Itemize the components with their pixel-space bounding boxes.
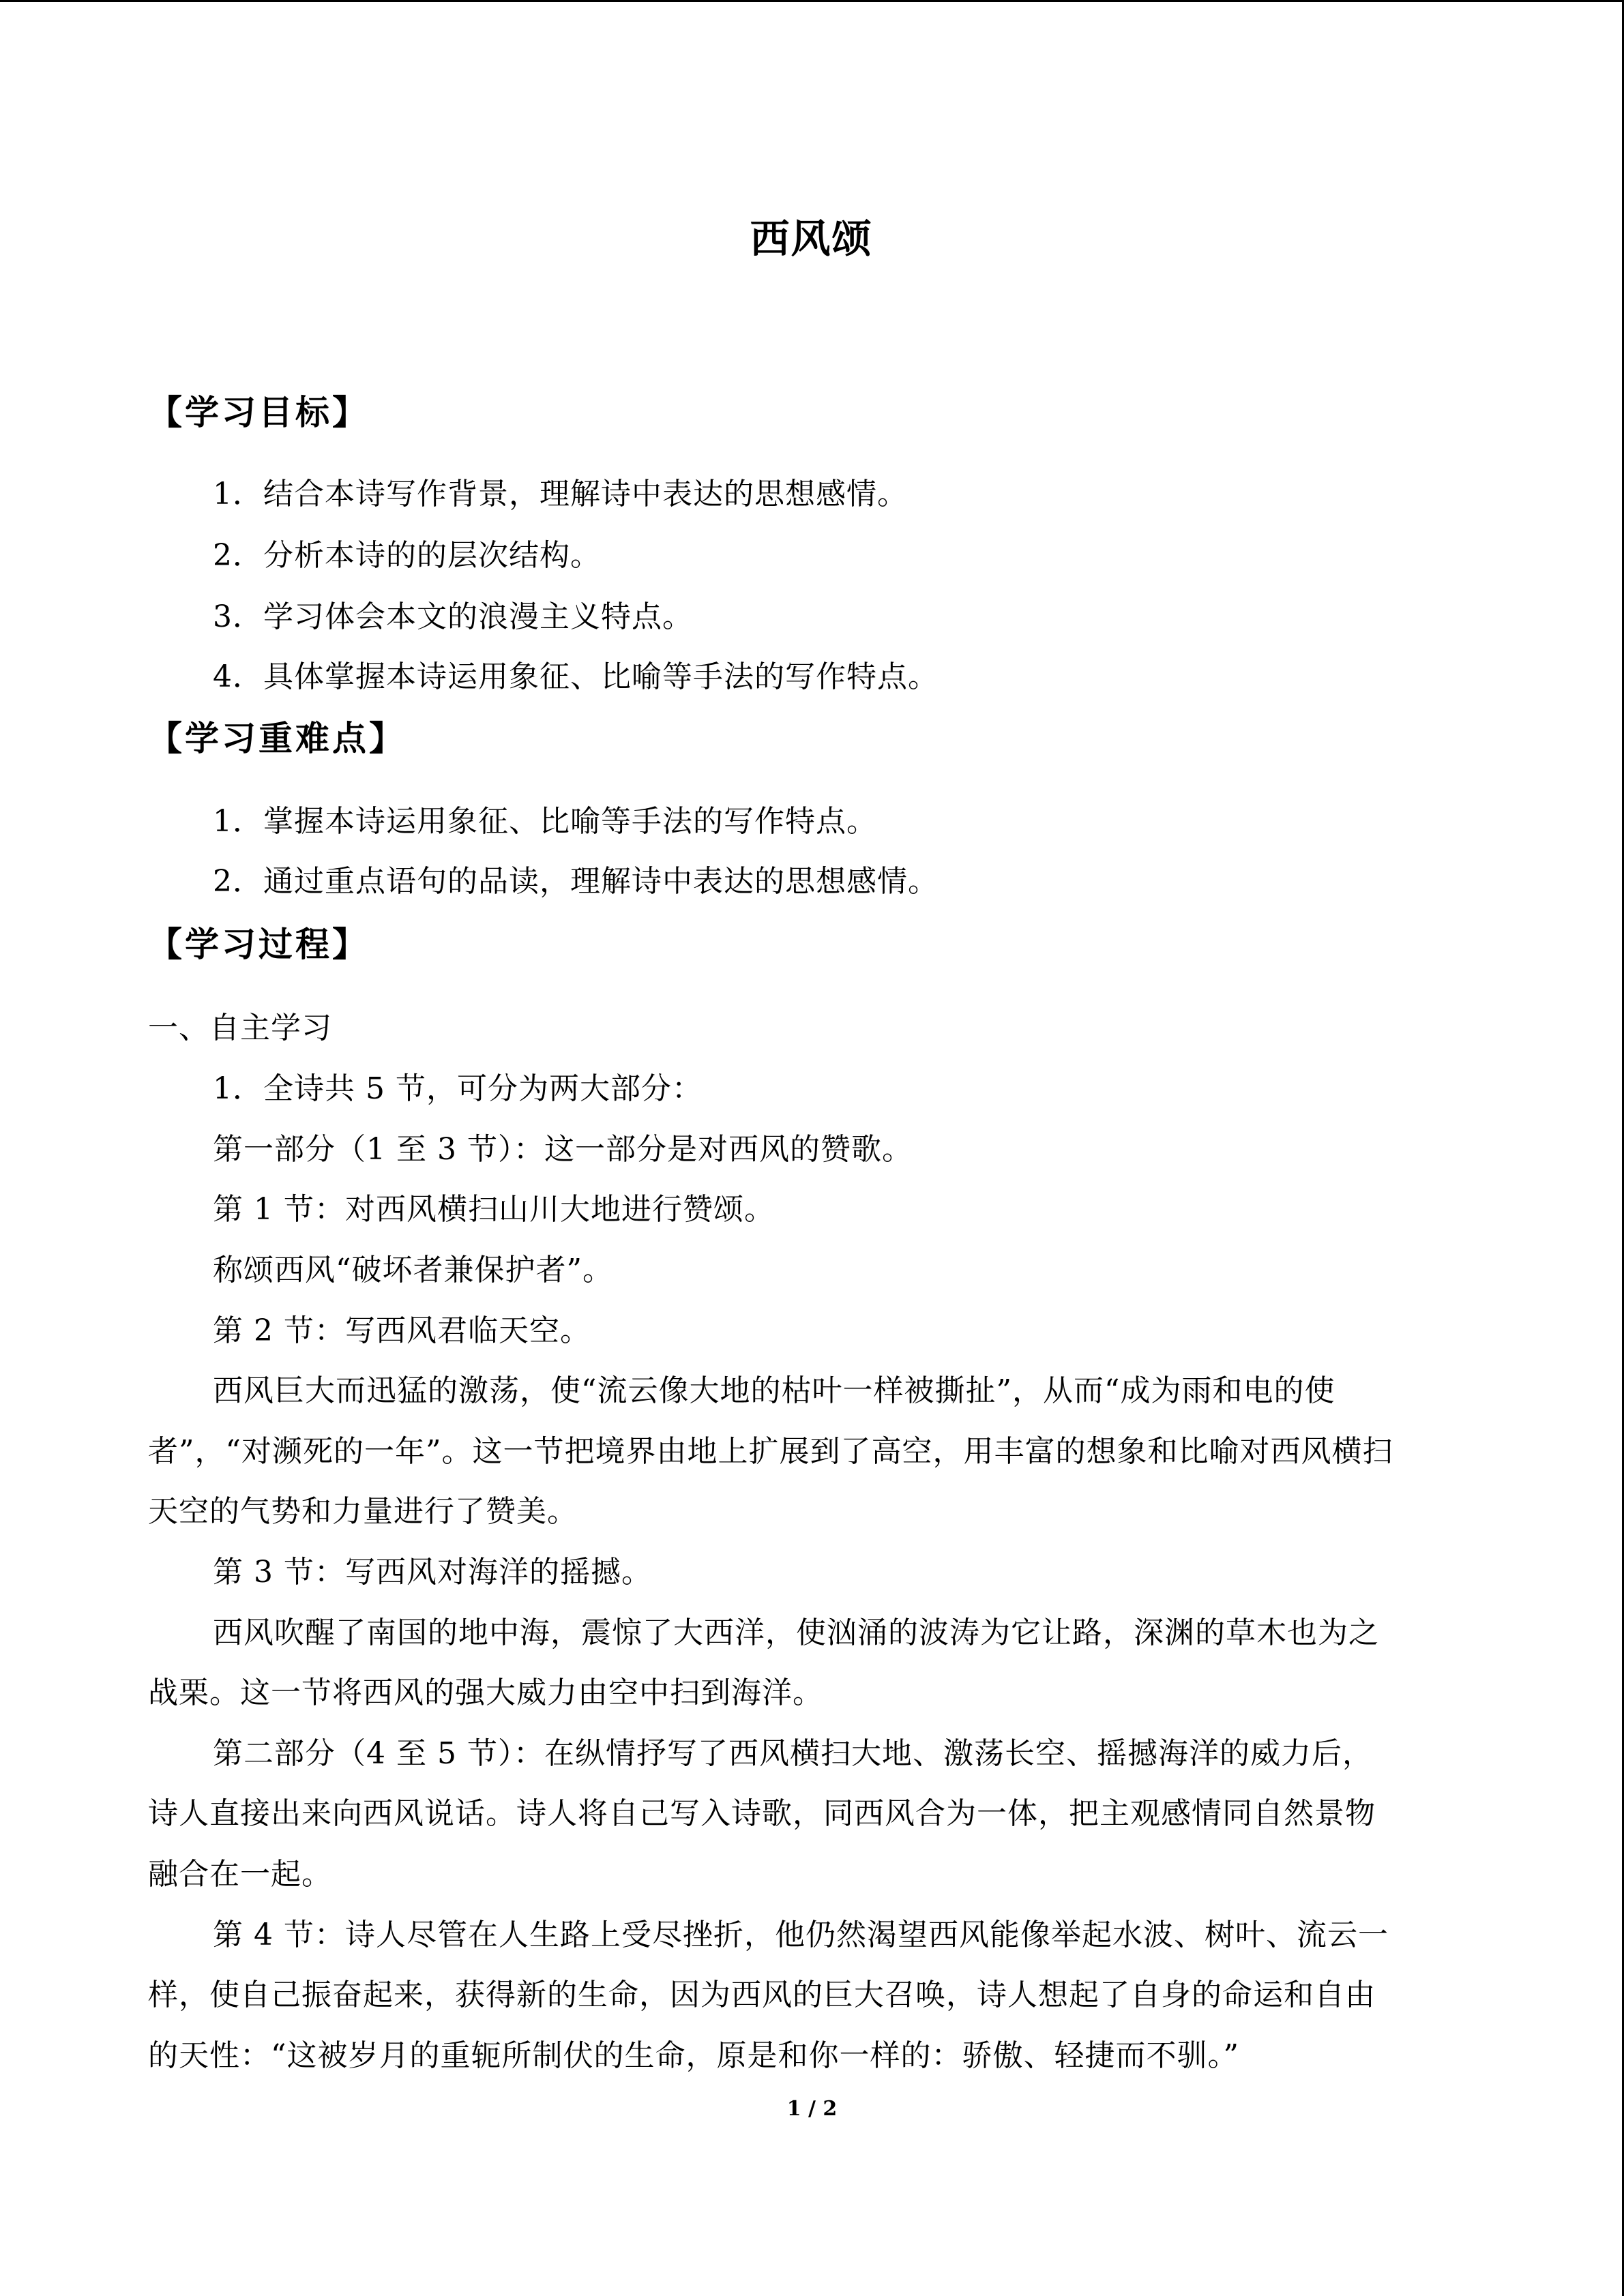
process-line: 第 3 节：写西风对海洋的摇撼。 [213, 1555, 652, 1590]
heading-learning-process: 【学习过程】 [148, 924, 369, 964]
process-line: 第二部分（4 至 5 节）：在纵情抒写了西风横扫大地、激荡长空、摇撼海洋的威力后， [213, 1736, 1373, 1771]
process-line: 融合在一起。 [148, 1857, 332, 1892]
subheading-self-study: 一、自主学习 [148, 1011, 332, 1045]
goal-item: 2．分析本诗的的层次结构。 [213, 538, 601, 573]
process-line: 诗人直接出来向西风说话。诗人将自己写入诗歌，同西风合为一体，把主观感情同自然景物 [148, 1796, 1376, 1831]
process-line: 第 2 节：写西风君临天空。 [213, 1313, 591, 1348]
heading-key-points: 【学习重难点】 [148, 718, 406, 758]
key-point-item: 2．通过重点语句的品读，理解诗中表达的思想感情。 [213, 864, 939, 899]
process-line: 的天性：“这被岁月的重轭所制伏的生命，原是和你一样的：骄傲、轻捷而不驯。” [148, 2038, 1239, 2073]
process-line: 称颂西风“破坏者兼保护者”。 [213, 1253, 613, 1287]
process-line: 第 4 节：诗人尽管在人生路上受尽挫折，他仍然渴望西风能像举起水波、树叶、流云一 [213, 1918, 1389, 1952]
process-line: 第一部分（1 至 3 节）：这一部分是对西风的赞歌。 [213, 1132, 913, 1167]
page-border-top [0, 0, 1624, 2]
process-line: 1．全诗共 5 节，可分为两大部分： [213, 1071, 703, 1106]
process-line: 第 1 节：对西风横扫山川大地进行赞颂。 [213, 1192, 775, 1227]
page-number: 1 / 2 [786, 2097, 838, 2121]
key-point-item: 1．掌握本诗运用象征、比喻等手法的写作特点。 [213, 804, 877, 839]
process-line: 天空的气势和力量进行了赞美。 [148, 1494, 578, 1529]
goal-item: 4．具体掌握本诗运用象征、比喻等手法的写作特点。 [213, 659, 939, 694]
goal-item: 1．结合本诗写作背景，理解诗中表达的思想感情。 [213, 477, 908, 511]
process-line: 战栗。这一节将西风的强大威力由空中扫到海洋。 [148, 1675, 823, 1710]
process-line: 西风巨大而迅猛的激荡，使“流云像大地的枯叶一样被撕扯”，从而“成为雨和电的使 [213, 1373, 1335, 1408]
process-line: 者”，“对濒死的一年”。这一节把境界由地上扩展到了高空，用丰富的想象和比喻对西风横扫 [148, 1434, 1393, 1469]
process-line: 样，使自己振奋起来，获得新的生命，因为西风的巨大召唤，诗人想起了自身的命运和自由 [148, 1978, 1376, 2012]
heading-learning-goals: 【学习目标】 [148, 392, 369, 432]
process-line: 西风吹醒了南国的地中海，震惊了大西洋，使汹涌的波涛为它让路，深渊的草木也为之 [213, 1615, 1379, 1650]
goal-item: 3．学习体会本文的浪漫主义特点。 [213, 599, 693, 634]
document-title: 西风颂 [750, 215, 873, 262]
